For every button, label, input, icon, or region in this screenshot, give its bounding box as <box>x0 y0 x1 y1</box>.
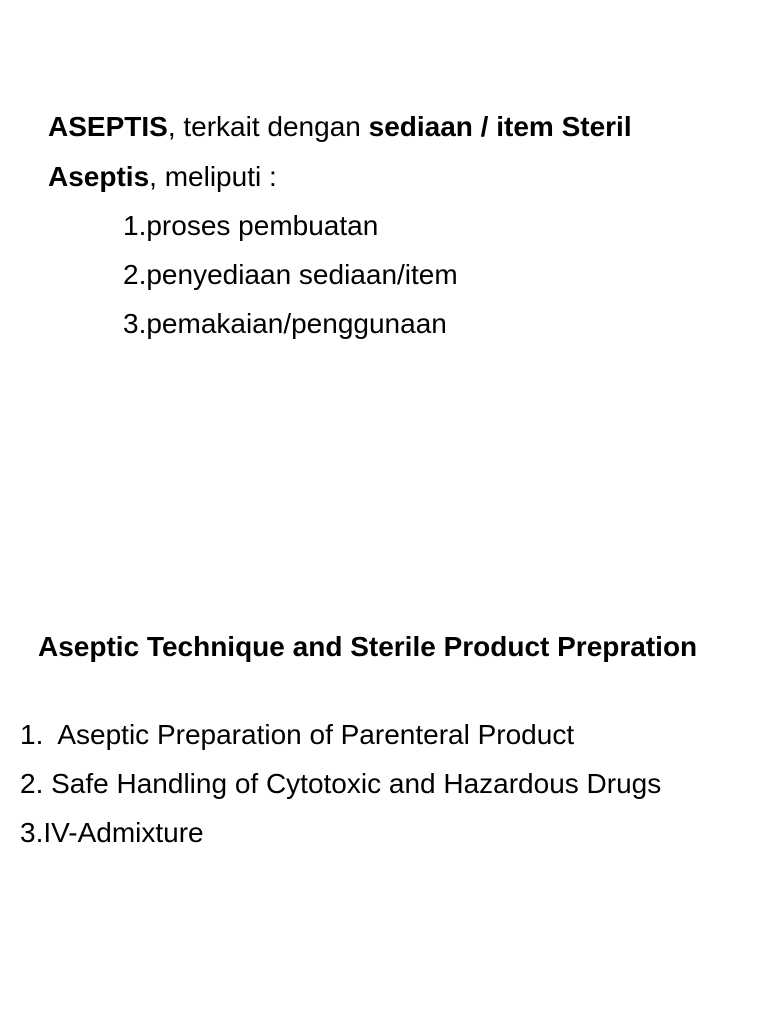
scope-item-1: 1.proses pembuatan <box>123 210 379 241</box>
term-aseptis-second: Aseptis <box>48 161 150 192</box>
topic-item-1: 1. Aseptic Preparation of Parenteral Product <box>20 719 575 750</box>
term-aseptis: ASEPTIS <box>48 111 168 142</box>
section-title: Aseptic Technique and Sterile Product Prepration <box>38 631 698 662</box>
scope-rest: , meliputi : <box>149 161 277 192</box>
scope-line <box>48 163 277 191</box>
definition-line <box>48 113 632 141</box>
topic-item-2: 2. Safe Handling of Cytotoxic and Hazardous Drugs <box>20 768 662 799</box>
scope-item-3: 3.pemakaian/penggunaan <box>123 308 447 339</box>
scope-item-2: 2.penyediaan sediaan/item <box>123 259 458 290</box>
definition-connector: , terkait dengan <box>167 111 369 142</box>
topic-item-3: 3.IV-Admixture <box>20 817 204 848</box>
definition-emphasis: sediaan / item Steril <box>368 111 632 142</box>
